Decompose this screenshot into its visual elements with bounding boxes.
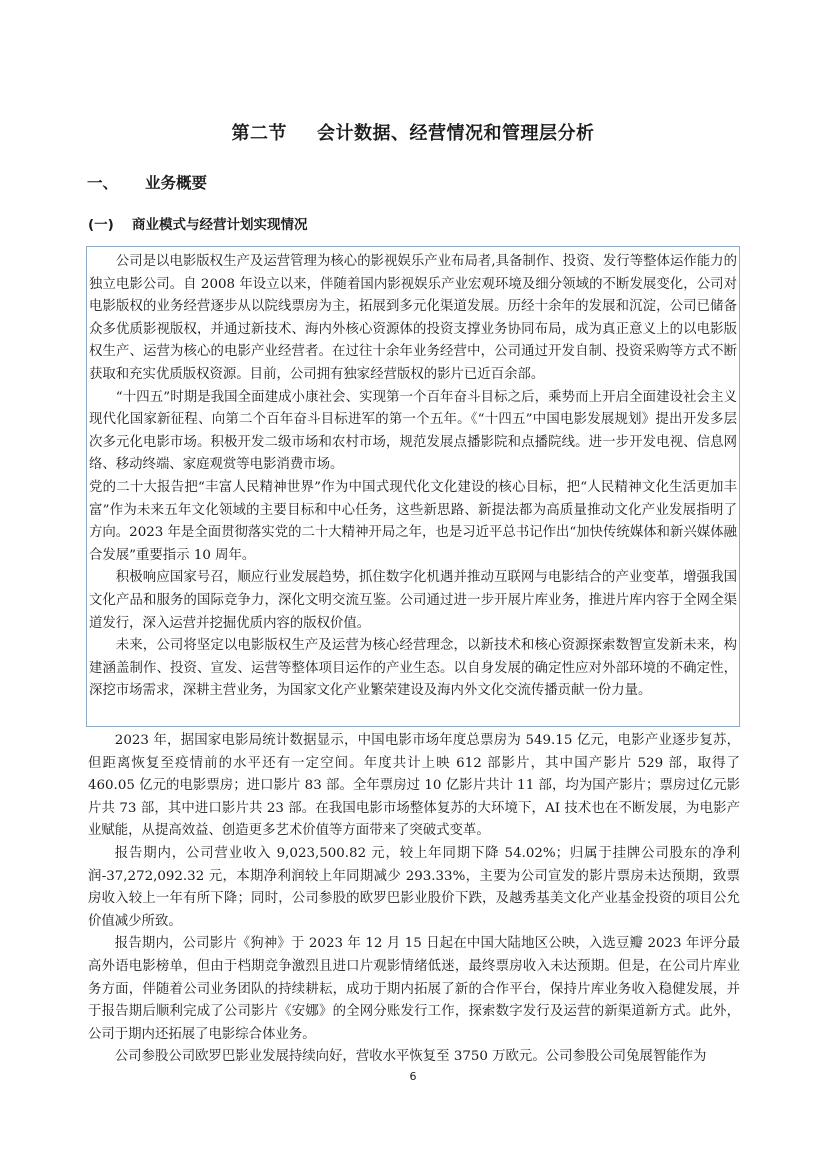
- heading1-number: 一、: [87, 174, 119, 192]
- financial-results-paragraph: 报告期内，公司营业收入 9,023,500.82 元，较上年同期下降 54.02%；归属于挂牌公司股东的净利润-37,272,092.32 元，本期净利润较上年同期减少 293.33%，主要为公司宣发的影片票房未达预期，致票房收入较上一年有所下降；同时，公司参股的欧罗巴影业股价下跌，及越秀基美文化产业基金投资的项目公允价值减少所致。: [88, 845, 740, 929]
- page-number: 6: [409, 1070, 417, 1083]
- heading2-number: (一): [88, 217, 114, 233]
- heading1-title: 业务概要: [145, 174, 208, 192]
- national-call-paragraph: 积极响应国家号召，顺应行业发展趋势，抓住数字化机遇并推动互联网与电影结合的产业变革，增强我国文化产品和服务的国际竞争力，深化文明交流互鉴。公司通过进一步开展片库业务，推进片库内容于全网全渠道发行，深入运营并挖掘优质内容的版权价值。: [89, 570, 737, 631]
- future-outlook-paragraph: 未来，公司将坚定以电影版权生产及运营为核心经营理念，以新技术和核心资源探索数智宣发新未来，构建涵盖制作、投资、宣发、运营等整体项目运作的产业生态。以自身发展的确定性应对外部环境的不确定性，深挖市场需求，深耕主营业务，为国家文化产业繁荣建设及海内外文化交流传播贡献一份力量。: [89, 638, 737, 699]
- film-release-paragraph: 报告期内，公司影片《狗神》于 2023 年 12 月 15 日起在中国大陆地区公映，入选豆瓣 2023 年评分最高外语电影榜单，但由于档期竞争激烈且进口片观影情绪低迷，最终票房收入未达预期。但是，在公司片库业务方面，伴随着公司业务团队的持续耕耘，成功于期内拓展了新的合作平台，保持片库业务收入稳健发展，并于报告期后顺利完成了公司影片《安娜》的全网分账发行工作，探索数字发行及运营的新渠道新方式。此外，公司于期内还拓展了电影综合体业务。: [88, 936, 740, 1042]
- section-number: 第二节: [231, 123, 287, 144]
- heading-business-overview: [87, 171, 207, 193]
- heading-business-model: [88, 213, 308, 233]
- section-title-text: 会计数据、经营情况和管理层分析: [317, 123, 595, 144]
- five-year-plan-paragraph: “十四五”时期是我国全面建成小康社会、实现第一个百年奋斗目标之后，乘势而上开启全面建设社会主义现代化国家新征程、向第二个百年奋斗目标进军的第一个五年。《“十四五”中国电影发展规划》提出开发多层次多元化电影市场。积极开发二级市场和农村市场，规范发展点播影院和点播院线。进一步开发电视、信息网络、移动终端、家庭观赏等电影消费市场。: [89, 389, 737, 473]
- body-text: [88, 730, 740, 1069]
- highlighted-text-box: [86, 246, 740, 727]
- market-overview-paragraph: 2023 年，据国家电影局统计数据显示，中国电影市场年度总票房为 549.15 亿元，电影产业逐步复苏，但距离恢复至疫情前的水平还有一定空间。年度共计上映 612 部影片，其中国产影片 529 部，取得了 460.05 亿元的电影票房；进口影片 83 部。全年票房过 10 亿影片共计 11 部，均为国产影片；票房过亿元影片共 73 部，其中进口影片共 23 部。在我国电影市场整体复苏的大环境下，AI 技术也在不断发展，为电影产业赋能，从提高效益、创造更多艺术价值等方面带来了突破式变革。: [88, 733, 740, 839]
- section-title: [0, 119, 826, 145]
- heading2-title: 商业模式与经营计划实现情况: [132, 217, 308, 233]
- company-intro-paragraph: 公司是以电影版权生产及运营管理为核心的影视娱乐产业布局者,具备制作、投资、发行等整体运作能力的独立电影公司。自 2008 年设立以来，伴随着国内影视娱乐产业宏观环境及细分领域的不断发展变化，公司对电影版权的业务经营逐步从以院线票房为主，拓展到多元化渠道发展。历经十余年的发展和沉淀，公司已储备众多优质影视版权，并通过新技术、海内外核心资源体的投资支撑业务协同布局，成为真正意义上的以电影版权生产、运营为核心的电影产业经营者。在过往十余年业务经营中，公司通过开发自制、投资采购等方式不断获取和充实优质版权资源。目前，公司拥有独家经营版权的影片已近百余部。: [89, 254, 737, 382]
- investee-paragraph: 公司参股公司欧罗巴影业发展持续向好，营收水平恢复至 3750 万欧元。公司参股公司兔展智能作为: [114, 1049, 707, 1065]
- party-congress-paragraph: 党的二十大报告把“丰富人民精神世界”作为中国式现代化文化建设的核心目标，把“人民精神文化生活更加丰富”作为未来五年文化领域的主要目标和中心任务，这些新思路、新提法都为高质量推动文化产业发展指明了方向。2023 年是全面贯彻落实党的二十大精神开局之年，也是习近平总书记作出“加快传统媒体和新兴媒体融合发展”重要指示 10 周年。: [89, 479, 737, 563]
